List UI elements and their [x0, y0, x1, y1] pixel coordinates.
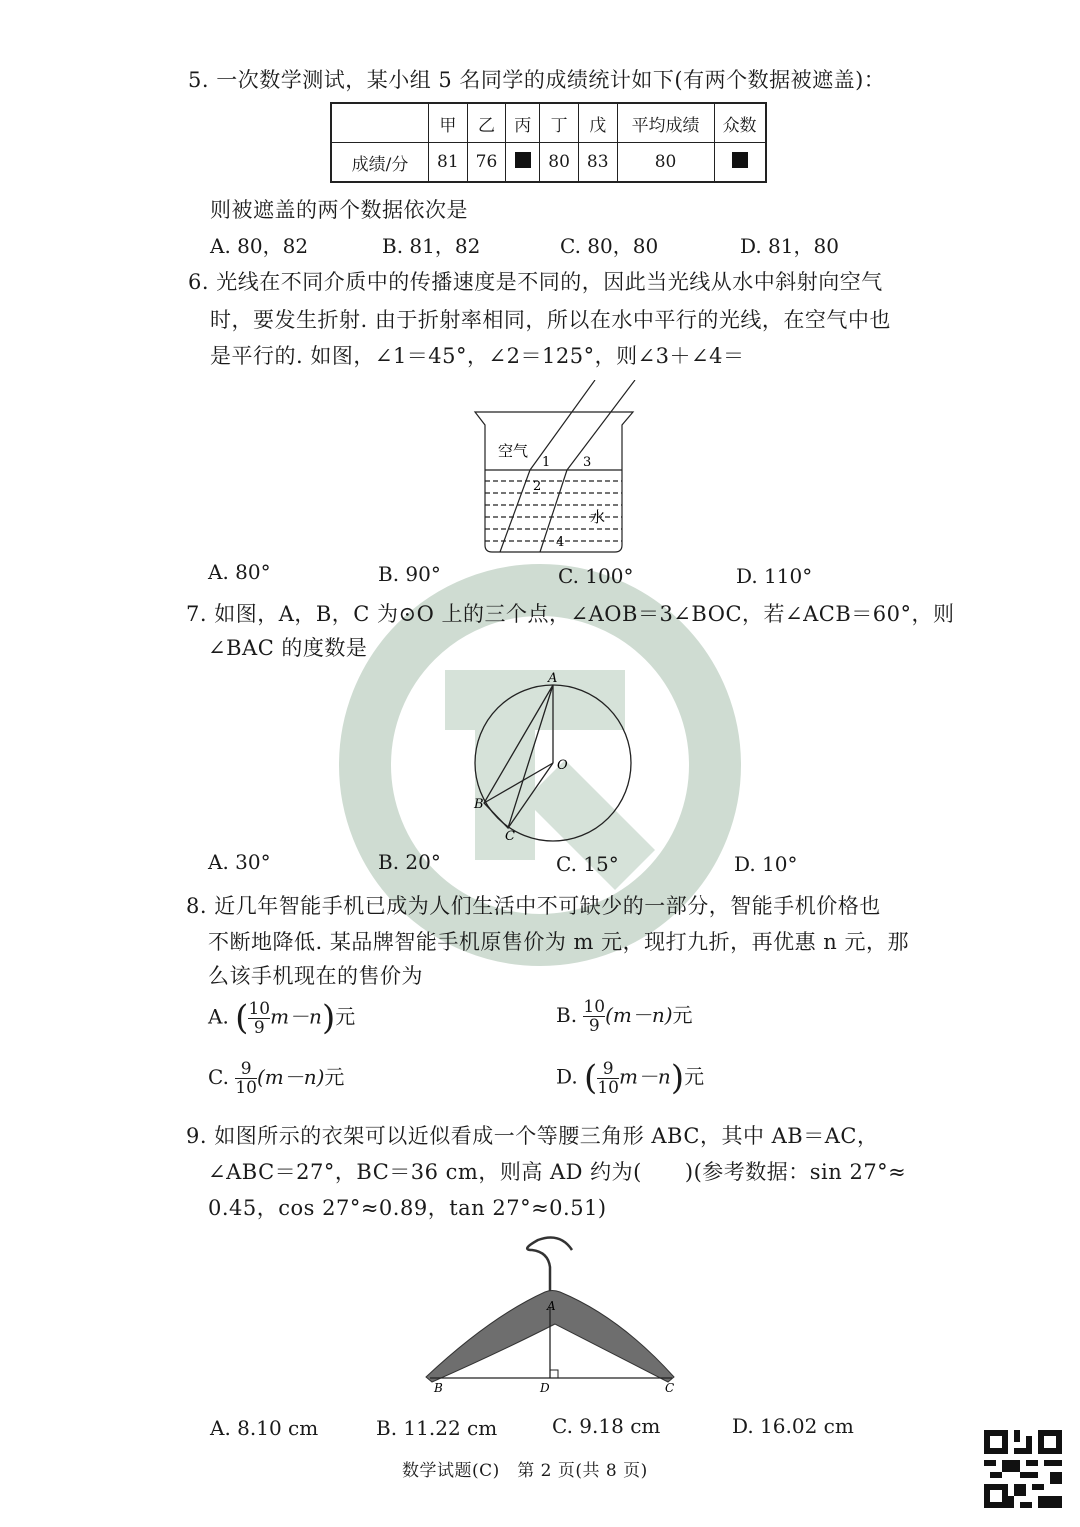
table-header-cell: 丁	[540, 103, 579, 143]
table-header-cell: 丙	[506, 103, 540, 143]
table-cell	[714, 143, 766, 183]
page-footer: 数学试题(C) 第 2 页(共 8 页)	[402, 1461, 648, 1481]
table-header-cell	[331, 103, 429, 143]
angle-1-label: 1	[542, 455, 551, 470]
point-c-label: C	[505, 829, 515, 844]
q6-option-a: A. 80°	[208, 560, 271, 584]
q9-option-c: C. 9.18 cm	[552, 1414, 661, 1438]
point-a-label: A	[547, 1299, 556, 1313]
air-label: 空气	[498, 442, 529, 460]
q8-line: 么该手机现在的售价为	[208, 964, 423, 988]
point-a-label: A	[548, 671, 558, 686]
q7-option-d: D. 10°	[734, 852, 798, 876]
q6-line: 6. 光线在不同介质中的传播速度是不同的，因此当光线从水中斜射向空气	[188, 270, 883, 294]
angle-4-label: 4	[556, 535, 565, 550]
q5-score-table	[330, 102, 767, 183]
q8-option-b: B. $\frac{10}{9}$ (m－n)元	[556, 997, 693, 1036]
q6-line: 时，要发生折射. 由于折射率相同，所以在水中平行的光线，在空气中也	[210, 308, 891, 332]
table-cell: 80	[540, 143, 579, 183]
q8-option-c: C. $\frac{9}{10}$ (m－n)元	[208, 1059, 345, 1098]
q7-option-b: B. 20°	[378, 850, 441, 874]
table-header-cell: 甲	[429, 103, 468, 143]
q6-option-b: B. 90°	[378, 562, 441, 586]
table-cell: 80	[617, 143, 714, 183]
q9-line: 9. 如图所示的衣架可以近似看成一个等腰三角形 ABC，其中 AB＝AC，	[186, 1124, 879, 1148]
q7-option-a: A. 30°	[208, 850, 271, 874]
hanger-figure	[420, 1232, 690, 1402]
beaker-figure	[470, 380, 650, 560]
q6-option-c: C. 100°	[558, 564, 634, 588]
q8-line: 8. 近几年智能手机已成为人们生活中不可缺少的一部分，智能手机价格也	[186, 894, 881, 918]
point-b-label: B	[434, 1381, 443, 1395]
q8-line: 不断地降低. 某品牌智能手机原售价为 m 元，现打九折，再优惠 n 元，那	[208, 930, 909, 954]
q8-option-a: A. ( $\frac{10}{9}$ m－n)元	[208, 998, 356, 1038]
table-header-cell: 乙	[467, 103, 506, 143]
circle-figure	[468, 668, 638, 848]
table-header-cell: 平均成绩	[617, 103, 714, 143]
q5-option-d: D. 81，80	[740, 234, 839, 258]
q6-line: 是平行的. 如图，∠1＝45°，∠2＝125°，则∠3＋∠4＝	[210, 344, 745, 368]
q9-line: ∠ABC＝27°，BC＝36 cm，则高 AD 约为( )(参考数据：sin 27°≈	[208, 1160, 907, 1184]
masked-value	[732, 152, 748, 168]
q5-option-b: B. 81，82	[382, 234, 481, 258]
q7-line: 7. 如图，A，B，C 为⊙O 上的三个点，∠AOB＝3∠BOC，若∠ACB＝60°，则	[186, 602, 955, 626]
table-header-cell: 戊	[578, 103, 617, 143]
table-cell: 81	[429, 143, 468, 183]
point-d-label: D	[540, 1381, 550, 1395]
q9-option-b: B. 11.22 cm	[376, 1416, 498, 1440]
q7-line: ∠BAC 的度数是	[208, 636, 368, 660]
q5-option-c: C. 80，80	[560, 234, 659, 258]
q7-option-c: C. 15°	[556, 852, 619, 876]
point-b-label: B	[474, 797, 484, 812]
masked-value	[515, 152, 531, 168]
q6-option-d: D. 110°	[736, 564, 813, 588]
angle-2-label: 2	[533, 479, 542, 494]
q8-option-d: D. ( $\frac{9}{10}$ m－n)元	[556, 1058, 705, 1098]
table-cell	[506, 143, 540, 183]
table-cell: 83	[578, 143, 617, 183]
q5-stem: 5. 一次数学测试，某小组 5 名同学的成绩统计如下(有两个数据被遮盖)：	[188, 68, 886, 92]
angle-3-label: 3	[583, 455, 592, 470]
q9-line: 0.45，cos 27°≈0.89，tan 27°≈0.51)	[208, 1196, 607, 1220]
q9-option-a: A. 8.10 cm	[210, 1416, 319, 1440]
point-c-label: C	[665, 1381, 675, 1395]
q5-option-a: A. 80，82	[210, 234, 309, 258]
table-cell: 76	[467, 143, 506, 183]
point-o-label: O	[557, 758, 568, 773]
water-label: 水	[590, 508, 606, 526]
table-cell: 成绩/分	[331, 143, 429, 183]
qr-code	[984, 1430, 1062, 1508]
q9-option-d: D. 16.02 cm	[732, 1414, 854, 1438]
table-header-cell: 众数	[714, 103, 766, 143]
q5-ask: 则被遮盖的两个数据依次是	[210, 198, 468, 222]
